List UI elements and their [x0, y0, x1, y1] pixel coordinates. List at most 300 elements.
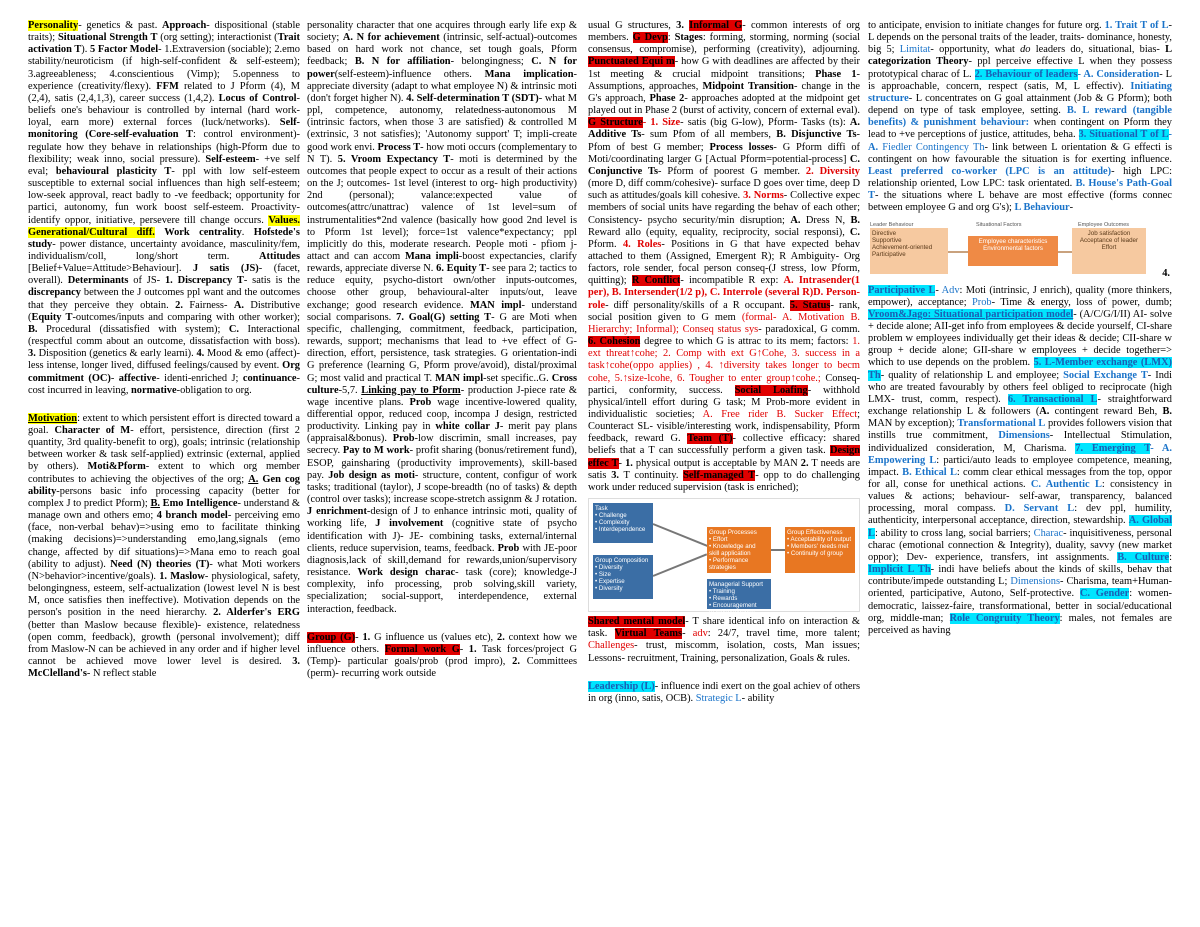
text-run: 2.	[800, 457, 809, 469]
text-run: usual G structures,	[588, 20, 677, 31]
text-run: of JS-	[128, 275, 165, 287]
text-run: related to J Pform (4), M (2,4), satis (2,4,1,3), career success (1,4,2).	[28, 80, 300, 104]
text-run: Design effec T	[588, 445, 860, 469]
text-run: Approach	[162, 20, 207, 31]
text-run: - diff personality/skills of a R occupant.	[605, 299, 790, 311]
task-title: Task	[595, 505, 608, 513]
text-run: 4. Roles	[622, 238, 662, 250]
text-run: between the J outcomes ppl want and the outcomes that they perceive they obtain.	[28, 287, 300, 311]
text-run: 4 branch model	[156, 510, 228, 522]
arrow	[771, 549, 785, 551]
text-run: Emo Intelligence	[162, 497, 238, 509]
text-run: Transformational L	[957, 418, 1046, 430]
text-run: : ability to cross lang, social barriers;	[874, 527, 1034, 539]
diagram-item: strategies	[709, 564, 736, 572]
text-run: 3. Situational T of L	[1078, 129, 1169, 141]
text-run: - physiological, safety, belongingness, esteem, self-actualization (lowest level N is best M, once satisfies then ineffective). Motivation depends on the person's position in the need hierarchy.	[28, 570, 300, 619]
text-run: 6. Transactional L	[1007, 393, 1098, 405]
text-run: -boost expectancies, clarify rewards, appreciate diverse N.	[307, 250, 577, 275]
text-run: MAN impl	[469, 299, 522, 311]
text-run: - belongingness;	[450, 56, 532, 68]
text-run: L categorization Theory	[868, 44, 1172, 68]
text-run: 7. Emerging T	[1075, 442, 1151, 454]
text-run: - Pfom of best G member;	[588, 129, 860, 153]
diagram-item: Environmental factors	[983, 244, 1043, 252]
diagram-item: • Complexity	[595, 519, 630, 527]
text-run: - satis (big G-low), Pform- Tasks (ts):	[680, 117, 850, 129]
text-run: Formal work G	[384, 643, 460, 655]
effectiveness-items	[787, 536, 853, 557]
text-run: white collar J	[435, 421, 500, 433]
diagram-item: Acceptance of leader	[1079, 236, 1139, 244]
text-run: Cross culture	[307, 372, 577, 396]
text-run: 1. Discrepancy T	[164, 275, 244, 287]
text-run: continuance	[242, 372, 297, 384]
text-run: - straightforward exchange relationship L & followers (	[868, 393, 1172, 418]
text-run: MAN by exception);	[868, 418, 958, 430]
text-run: Org commitment (OC)	[28, 360, 300, 384]
diagram-item: Effort	[1101, 243, 1117, 251]
group-paragraph	[307, 632, 577, 681]
text-run: - extent to which org member contributes to achieving the objectives of the org;	[28, 461, 300, 485]
text-run: - N reflect stable	[86, 668, 157, 680]
text-run: 5. L-Member exchange (LMX) Th	[868, 357, 1172, 381]
text-run: Team (T)	[687, 433, 733, 445]
diagram-item: • Continuity of group	[787, 550, 843, 558]
text-run: Task forces/project G (Temp)- particular goals/prob (prod impro),	[307, 643, 577, 667]
text-run: B.	[1162, 406, 1172, 418]
text-run: Social Exchange T	[1063, 369, 1148, 381]
text-run: - sum Pfom of all members,	[641, 129, 777, 141]
diagram-item: Achievement-oriented	[872, 243, 933, 251]
text-run: -design of J to enhance intrinsic moti, quality of working life,	[307, 506, 577, 530]
text-run: 2. Diversity	[805, 165, 860, 177]
text-run: - identi-enriched J;	[156, 372, 243, 384]
text-run: : partici/auto leads to employee competence, meaning, impact.	[868, 454, 1172, 478]
text-run: - approaches adopted at the midpoint get played out in Phase 2 (burst of activity, concern of external eval).	[588, 92, 860, 117]
managerial-support-title: Managerial Support	[709, 581, 764, 589]
text-run: - high LPC: relationship oriented, Low LPC: task orientated.	[868, 165, 1172, 190]
text-run: Informal G	[689, 20, 743, 31]
text-run: :	[667, 32, 675, 44]
text-run: Mana implication	[484, 68, 574, 80]
text-run: - influence indi exert on the goal achiev of others in org (inno, satis, OCB).	[588, 680, 860, 704]
text-run: : extent to which persistent effort is directed toward a goal.	[28, 412, 300, 436]
text-run: -	[459, 643, 469, 655]
text-run: Midpoint Transition	[702, 80, 794, 92]
text-run: D. Servant L	[1004, 503, 1075, 515]
text-run: (cognitive state of psycho identification with J)- JE- combining tasks, external/internal clients, reduce supervision, teams, feedback.	[307, 518, 577, 554]
text-run: Stages	[674, 32, 703, 44]
column-3	[588, 20, 860, 910]
diagram-item: • Performance	[709, 557, 749, 565]
text-run: A.	[248, 473, 259, 485]
text-run: 6. Cohesion	[588, 336, 641, 348]
text-run: Shared mental model	[588, 616, 686, 628]
text-run: - change in the G's approach,	[588, 80, 860, 104]
text-run: 1. Maslow	[159, 570, 205, 582]
text-run: Hofstede's study	[28, 226, 300, 250]
text-run: 3. McClelland's	[28, 655, 300, 680]
effectiveness-title: Group Effectiveness	[787, 529, 843, 537]
composition-title: Group Composition	[595, 557, 649, 565]
text-run: - the situations where L behave are most effective (forms connec between employee G and org G's);	[868, 190, 1172, 214]
text-run: 2.	[497, 631, 505, 643]
diagram-item: • Interdependence	[595, 526, 646, 534]
diagram-item: • Members' needs met	[787, 543, 849, 551]
diagram-item: • Acceptability of output	[787, 536, 852, 544]
text-run: Prob	[392, 433, 415, 445]
text-run: Values. Generational/Cultural diff.	[28, 214, 300, 238]
text-run: - merit pay plans (appraisal&bonus).	[307, 421, 577, 445]
text-run: -outcomes/inputs and comparing with other worker);	[72, 311, 300, 323]
text-run: B.	[850, 214, 860, 226]
text-run: - see para 2; tactics to reduce equity, psycho-distort own/other inputs-outcomes, choose other group, behavioural-alter inputs/out, leave exchange; good research evidence.	[307, 263, 577, 311]
text-run: A.	[790, 214, 801, 226]
text-run: Social Loafing	[734, 384, 808, 396]
text-run: -	[935, 284, 942, 296]
text-run: with JE-poor diagnosis,lack of skill,demand for rewards,union/supervisory resistance.	[307, 542, 577, 579]
text-run: degree to which G is attrac to its mem; factors:	[640, 336, 853, 348]
text-run: - moti is determined by the outcomes that people expect to occur as a result of their actions on the J; outcomes- 1st level (interest to org- high productivity) 2nd (personal); valance:expected value of outcomes(attrc/unattrac) valence of 1st level=sum of instrumentalities*2nd valence (basically how good 2nd level is to Pform 1st level); force=1st valence*expectancy; ppl implicitly do this, moderate research. People moti - pfiom j- attact and can accom	[307, 153, 577, 262]
diagram-item: • Expertise	[595, 578, 625, 586]
path-goal-diagram	[868, 219, 1172, 281]
text-run: - Intellectual Stimulation, individualized consideration, M, Charisma.	[868, 430, 1172, 454]
task-items	[595, 512, 651, 533]
text-run: - perceiving emo (face, non-verbal behav)=>using emo to facilitate thinking (making decisions)=>understanding emo,lang,signals (emo change, affected by dif situations)=>Mana emo to reach goal (ability to adjust).	[28, 510, 300, 570]
text-run: ).	[81, 44, 91, 56]
arrow	[948, 251, 968, 253]
leader-behaviour-box	[870, 228, 948, 274]
text-run: Self-managed T	[683, 469, 756, 481]
text-run: -set specific..G.	[483, 372, 552, 384]
text-run: discrepancy	[28, 287, 81, 299]
text-run: : forming, storming, norming (social consensus, compromise), performing (creativity), adjourning.	[588, 32, 860, 56]
text-run: ; Counteract SL- visible/interesting work, indispensability, Pform feedback, reward G.	[588, 409, 860, 445]
diagram-item: of independence	[709, 609, 755, 617]
diagram-item: Job satisfaction	[1087, 229, 1131, 237]
text-run: L Behaviour	[1014, 202, 1070, 214]
text-run: C. Conjunctive Ts	[588, 153, 860, 177]
managerial-support-box	[707, 579, 771, 617]
item-number: 4.	[1162, 268, 1170, 280]
diagram-item: • Encouragement	[709, 602, 757, 610]
motivation-theories-paragraph	[307, 20, 577, 616]
text-run: Work design charac	[357, 567, 456, 579]
diagram-item: skill application	[709, 550, 751, 558]
text-run: - (facet, overall).	[28, 263, 300, 287]
text-run: A.	[1039, 406, 1050, 418]
text-run: - what M ppl, competence, autonomy, relatedness-autonomous M (intrinsic factors, when those 3 are satisfied) & controlled M (extrinsic, 3 not satisfies); 'Autonomy support' T; impli-create good work envi.	[307, 92, 577, 153]
text-run: Strategic L	[695, 692, 742, 704]
text-run: (intrinsic, self-actual)-outcomes based on hard work not chance, set tough goals, Pform feedback;	[307, 32, 577, 68]
diagram-item: • Size	[595, 571, 611, 579]
arrow	[653, 523, 709, 547]
text-run: - 1. Size	[642, 117, 681, 129]
text-run: J satis (JS)	[193, 263, 259, 275]
text-run: - link between L orientation & G effecti is contingent on how favourable the situation is for exerting influence.	[868, 141, 1172, 165]
processes-items	[709, 536, 769, 571]
text-run: 3. Norms	[743, 190, 784, 202]
text-run: : 24/7, travel time, more talent;	[707, 628, 860, 640]
leadership-theories-paragraph	[868, 20, 1172, 215]
text-run: - opportunity, what	[930, 44, 1021, 56]
text-run: - how moti occurs (complementary to N T).	[307, 141, 577, 165]
processes-title: Group Processes	[709, 529, 757, 537]
leader-behaviour-heading: Leader Behaviour	[870, 221, 914, 228]
text-run: Work centrality	[164, 226, 242, 238]
text-run: 2. Alderfer's ERG	[213, 607, 300, 619]
text-run: wage incentive-lowered quality, differential oppor, reduced coop, incompa J design, restricted productivity. Linking pay in	[307, 396, 577, 433]
text-run: :	[1169, 551, 1172, 563]
text-run: Phase 2	[649, 92, 685, 104]
text-run: Mood & emo (affect)- less intense, longer lived, diffused feelings/caused by event.	[28, 348, 300, 372]
text-run: Group (G)	[307, 631, 356, 643]
text-run: 5. Vroom Expectancy T	[337, 153, 451, 165]
text-run: - Assumptions, approaches,	[588, 68, 860, 92]
leadership-paragraph	[588, 681, 860, 705]
text-run: Punctuated Equi m	[588, 56, 675, 68]
text-run: Pform.	[588, 238, 623, 250]
text-run: G influence us (values etc),	[370, 631, 498, 643]
text-run: - Charisma, team+Human-oriented, participative, Autono, Self-protective.	[868, 576, 1172, 600]
situational-factors-heading: Situational Factors	[976, 221, 1022, 228]
text-run: 5. Status	[789, 299, 831, 311]
text-run: Phase 1	[815, 68, 857, 80]
text-run: -cost incurred in leaving,	[28, 372, 300, 396]
text-run: -	[618, 457, 626, 469]
text-run: - ppl perceive effective L when they possess prototypical charac of L.	[868, 56, 1172, 80]
text-run: - 1.Extraversion (sociable); 2.emo stability/neuroticism (if high-self-confident & self-esteem); 3.agreeableness; 4.conscientious (Vimp); 5.openness to experience (creativity/flexy).	[28, 44, 300, 92]
task-box	[593, 503, 653, 543]
text-run: - Indi who are treated favourably by others feel obliged to reciprocate (high LMX- trust, comm, respect).	[868, 369, 1172, 405]
processes-box	[707, 527, 771, 573]
text-run: Prob	[409, 396, 432, 408]
shared-mental-model-paragraph	[588, 616, 860, 665]
text-run: -	[355, 631, 363, 643]
text-run: -obligation to org.	[176, 384, 252, 396]
text-run: (better than Maslow because flexible)- existence, relatedness (open comm, feedback), growth (personal involvement); diff from Maslow-N can be achieved in any order and if higher level cannot be achieved move lower level is desired.	[28, 619, 300, 667]
text-run: - rank, social position given to G mem	[588, 299, 860, 323]
text-run: : consistency in values & actions; behaviour- self-awar, transparency, balanced processing, moral compass.	[868, 479, 1172, 515]
text-run: : comm clear ethical messages from the top, oppor for all, conse for unethical actions.	[868, 466, 1172, 490]
text-run: R Conflict	[631, 275, 681, 287]
text-run: - (A/C/G/I/II) AI- solve + decide alone; AII-get info from employees & decide yourself, CI-share problem w employees individually get their ideas & decide; CII-share w group + decide alone; GII-share w employees + decide together=> which to use depends on the problem.	[868, 308, 1172, 369]
text-run: B.	[28, 323, 38, 335]
text-run: Mana impli	[404, 250, 459, 262]
text-run: - L concentrates on G goal attainment (Job & G Pform); both depend on type of task employee, setting.	[868, 92, 1172, 117]
text-run: - dispositional (stable traits);	[28, 20, 300, 44]
diagram-item: • Rewards	[709, 595, 738, 603]
diagram-item: Participative	[872, 250, 906, 258]
text-run: Role Congruity Theory	[949, 612, 1060, 624]
arrow	[1058, 251, 1072, 253]
text-run: Motivation	[28, 412, 78, 424]
text-run: to anticipate, envision to initiate changes for future org.	[868, 20, 1105, 31]
text-run: Process losses	[709, 141, 774, 153]
text-run: - A. Consideration	[1077, 68, 1160, 80]
text-run: G Devp	[632, 32, 668, 44]
text-run: -persons basic info processing capacity (better for complex J to predict Pform);	[28, 485, 300, 509]
group-structure-paragraph	[588, 20, 860, 494]
text-run: : dev ppl, humility, authenticity, interpersonal acceptance, direction, stewardship.	[868, 503, 1172, 527]
text-run: B. N for affiliation	[354, 56, 451, 68]
text-run: A. Free rider B. Sucker Effect	[702, 409, 858, 420]
text-run: - quality of relationship L and employee;	[880, 369, 1064, 381]
text-run: 1.	[362, 631, 371, 643]
text-run: A.	[233, 299, 244, 311]
text-run: Vroom&Jago: Situational participation model	[868, 308, 1074, 320]
text-run: Pay to M work	[342, 445, 410, 457]
text-run: Implicit L Th	[868, 564, 931, 576]
text-run: - task (core); knowledge-J complexity, info processing, prob solving,skill variety, specialization; social-support, interdependence, external interaction, feedback.	[307, 567, 577, 615]
text-run: Attitudes	[259, 250, 300, 262]
text-run: - L depends on the personal traits of the leader, traits- dominance, honesty, big 5;	[868, 20, 1172, 56]
text-run: Prob	[497, 542, 520, 554]
text-run: - ppl with low self-esteem susceptible to external social influences than high self-esteem; low-seek approval, react badly to -ve feedback; opportunity for partici, autonomy, fun work boost self-esteem. Proactivity- identify oppor, initiative, persevere till change occurs.	[28, 165, 300, 226]
text-run: - Collective expec members of social units have regarding the behav of each other; Consistency- psycho security/min disruption;	[588, 190, 860, 226]
text-run: (more D, diff comm/cohesive)- surface D goes over time, deep D such as attitudes/goals kill cohesive.	[588, 178, 860, 202]
text-run: B. Ethical L	[902, 466, 957, 478]
text-run: Leadership (L)	[588, 680, 655, 692]
text-run: - T share identical info on interaction & task.	[588, 616, 860, 640]
text-run: B. House's Path-Goal T	[868, 178, 1172, 202]
text-run: Character of M	[54, 425, 131, 436]
text-run: : control environment)- regulate how they behave in relationships (high-Pform due to flexibility; weak inno, social pressure).	[28, 129, 300, 165]
text-run: Moti&Pform	[87, 461, 146, 473]
text-run: B.	[150, 497, 160, 509]
text-run: - power distance, uncertainty avoidance, masculinity/fem, individualism/coll, long/short term.	[28, 238, 300, 262]
text-run: - indi have beliefs about the kinds of skills, behav that contribute/impede outstanding L;	[868, 564, 1172, 588]
text-run: Limitat	[899, 44, 931, 56]
text-run: C. N for power	[307, 56, 577, 80]
diagram-item: Supportive	[872, 236, 902, 244]
text-run: Self-esteem	[205, 153, 256, 165]
text-run: 4. Self-determination T (SDT)	[406, 92, 539, 104]
text-run: J involvement	[375, 518, 444, 530]
text-run: - how G with deadlines are affected by their 1st meeting & crucial midpoint transitions;	[588, 56, 860, 80]
text-run: - withhold physical/intell effort during G task; M Prob-more evident in individualistic societies;	[588, 384, 860, 420]
text-run: leaders do, situational, bias-	[1030, 44, 1166, 56]
column-1	[28, 20, 300, 910]
text-run: -	[682, 628, 693, 640]
text-run: personality character that one acquires through early life exp & society;	[307, 20, 577, 44]
text-run: - incompatible R exp:	[680, 275, 784, 287]
text-run: Disposition (genetics & early learni).	[35, 348, 197, 360]
text-run: - production J-piece rate & wage incentive plans.	[307, 384, 577, 408]
text-run: Job design as moti	[328, 469, 415, 481]
composition-items	[595, 564, 651, 592]
text-run: - opp to do challenging work under reduced supervision (task is enriched);	[588, 469, 860, 493]
text-run: Linking pay to Pform	[361, 384, 461, 396]
text-run: 2. Behaviour of leaders	[974, 68, 1078, 80]
text-run: Dimensions	[998, 430, 1050, 442]
text-run: Adv	[941, 284, 960, 296]
text-run: - trust, miscomm, isolation, costs, Man issues; Lessons- recruitment, Training, personalization, Goals & rules.	[588, 640, 860, 664]
text-run: B. Culture	[1117, 551, 1170, 563]
text-run: - collective efficacy: shared beliefs that a T can successfully perform a given task.	[588, 433, 860, 457]
text-run: [Belief+Value=Attitude>Behaviour].	[28, 263, 193, 275]
text-run: Prob	[972, 296, 992, 308]
text-run: - G are Moti when specific, challenging, commitment, feedback, participation, rewards, support; mechanisms that lead to +ve effect of G-direction, effort, persistence, task strategies. G orientation-indi G preference (learning G, Pform prove/avoid), distal/proximal G; most valid and practical T.	[307, 311, 577, 384]
text-run: C.	[849, 226, 860, 238]
text-run: Initiating structure	[868, 80, 1172, 104]
text-run: 1.	[625, 457, 633, 469]
text-run: A. N for achievement	[342, 32, 440, 44]
text-run: - Positions in G that have expected behav attached to them (Assigned, Emergent R); R Ambiguity- Org factors, role sender, focal person conseq-(J stress, low Pform, quitting);	[588, 238, 860, 287]
text-run: - Pform of poorest G member.	[658, 165, 806, 177]
text-run: do	[1020, 44, 1031, 56]
text-run: - L is approachable, concern, respect (satis, M, L effectiv).	[868, 68, 1172, 92]
text-run: .	[241, 226, 254, 238]
text-run: - profit sharing (bonus/retirement fund), ESOP, gainsharing (productivity improvements), skill-based pay.	[307, 445, 577, 481]
text-run: 3.	[28, 348, 36, 360]
text-run: Interactional (respectful comm about an outcome, dissatisfaction with boss).	[28, 323, 300, 348]
text-run: Need (N) theories (T)	[110, 558, 210, 570]
text-run: 3.	[611, 469, 619, 481]
text-run: : males, not females are perceived as having	[868, 612, 1172, 636]
text-run: : women-democratic, laissez-faire, transformational, better in social/educational org, middle-man;	[868, 588, 1172, 624]
text-run: 4.	[196, 348, 205, 360]
text-run: - structure, content, configur of work tasks; traditional (taylor), J scope-breadth (no of tasks) & depth (control over tasks); increase scope-stretch assignm & J rotation.	[307, 469, 577, 506]
text-run: - beliefs one's behaviour is controlled by internal (hard work- loyal, earn more) external forces (luck/networks).	[28, 92, 300, 129]
text-run: - +ve self eval;	[28, 153, 300, 177]
text-run: Gen cog ability	[28, 473, 300, 497]
text-run: Challenges	[588, 640, 635, 652]
text-run: 1. Trait T of L	[1104, 20, 1169, 31]
text-run: C.	[228, 323, 239, 335]
text-run: Personality	[28, 20, 79, 31]
text-run: - satis is the	[243, 275, 300, 287]
text-run: MAN impl	[435, 372, 484, 384]
text-run: 6. Equity T	[436, 263, 487, 275]
text-run: - ability	[741, 692, 775, 704]
text-run: -low discrimin, small increases, pay secrecy.	[307, 433, 577, 457]
text-run: Dress N,	[800, 214, 851, 226]
text-run: - understand & manage own and others emo;	[28, 497, 300, 522]
text-run: physical output is acceptable by MAN	[632, 457, 801, 469]
text-run: Fiedler Contingency Th	[882, 141, 985, 153]
employee-outcomes-heading: Employee Outcomes	[1078, 221, 1130, 228]
text-run: -	[110, 372, 119, 384]
text-run: C. Authentic L	[1030, 479, 1102, 490]
text-run: Participative L	[868, 284, 936, 296]
text-run: context how we influence others.	[307, 631, 577, 655]
text-run: behavioural plasticity T	[55, 165, 172, 177]
text-run: 7. Goal(G) setting T	[396, 311, 492, 323]
text-run: Conseq- partici, conformity, success.	[588, 372, 860, 396]
text-run: (self-esteem)-influence others.	[334, 68, 485, 80]
situational-factors-box	[968, 236, 1058, 266]
text-run: T continuity.	[618, 469, 684, 481]
text-run: Reward allo (equity, equality, reciprocity, social responsi),	[588, 226, 850, 238]
text-run: normative	[131, 384, 177, 396]
text-run: Distributive (	[28, 299, 300, 323]
text-run: Process T	[377, 141, 421, 153]
motivation-paragraph	[28, 413, 300, 680]
diagram-item: • Challenge	[595, 512, 627, 520]
team-effectiveness-diagram	[588, 498, 860, 617]
text-run: B. L reward (tangible benefits) & punishment behaviour:	[868, 105, 1172, 129]
text-run: -	[1069, 202, 1074, 214]
text-run: - G Pform diffi of Moti/coordinating larger G [Actual Pform=potential-process]	[588, 141, 860, 165]
text-run: - A. Empowering L	[868, 442, 1172, 466]
diagram-item: Directive	[872, 229, 897, 237]
text-run: 1. ext threat↑cohe; 2. Comp with ext G↑Cohe, 3. success in a task↑cohe(oppo applies) , 4. ↑diversity takes longer to becm cohe, 5.↑size-lcohe, 6. Tougher to enter group↑cohe.;	[588, 336, 860, 384]
text-run: - effort, persistence, direction (first 2 quantity, 3rd quality-benefit to org), goals; intrinsic (relationship between worker & task self-applied) extrinsic (external, applied by others).	[28, 425, 300, 473]
text-run: - appreciate diversity (adapt to what employee N) & intrinsic moti (don't forget higher N).	[307, 68, 577, 104]
spacer	[307, 616, 577, 632]
